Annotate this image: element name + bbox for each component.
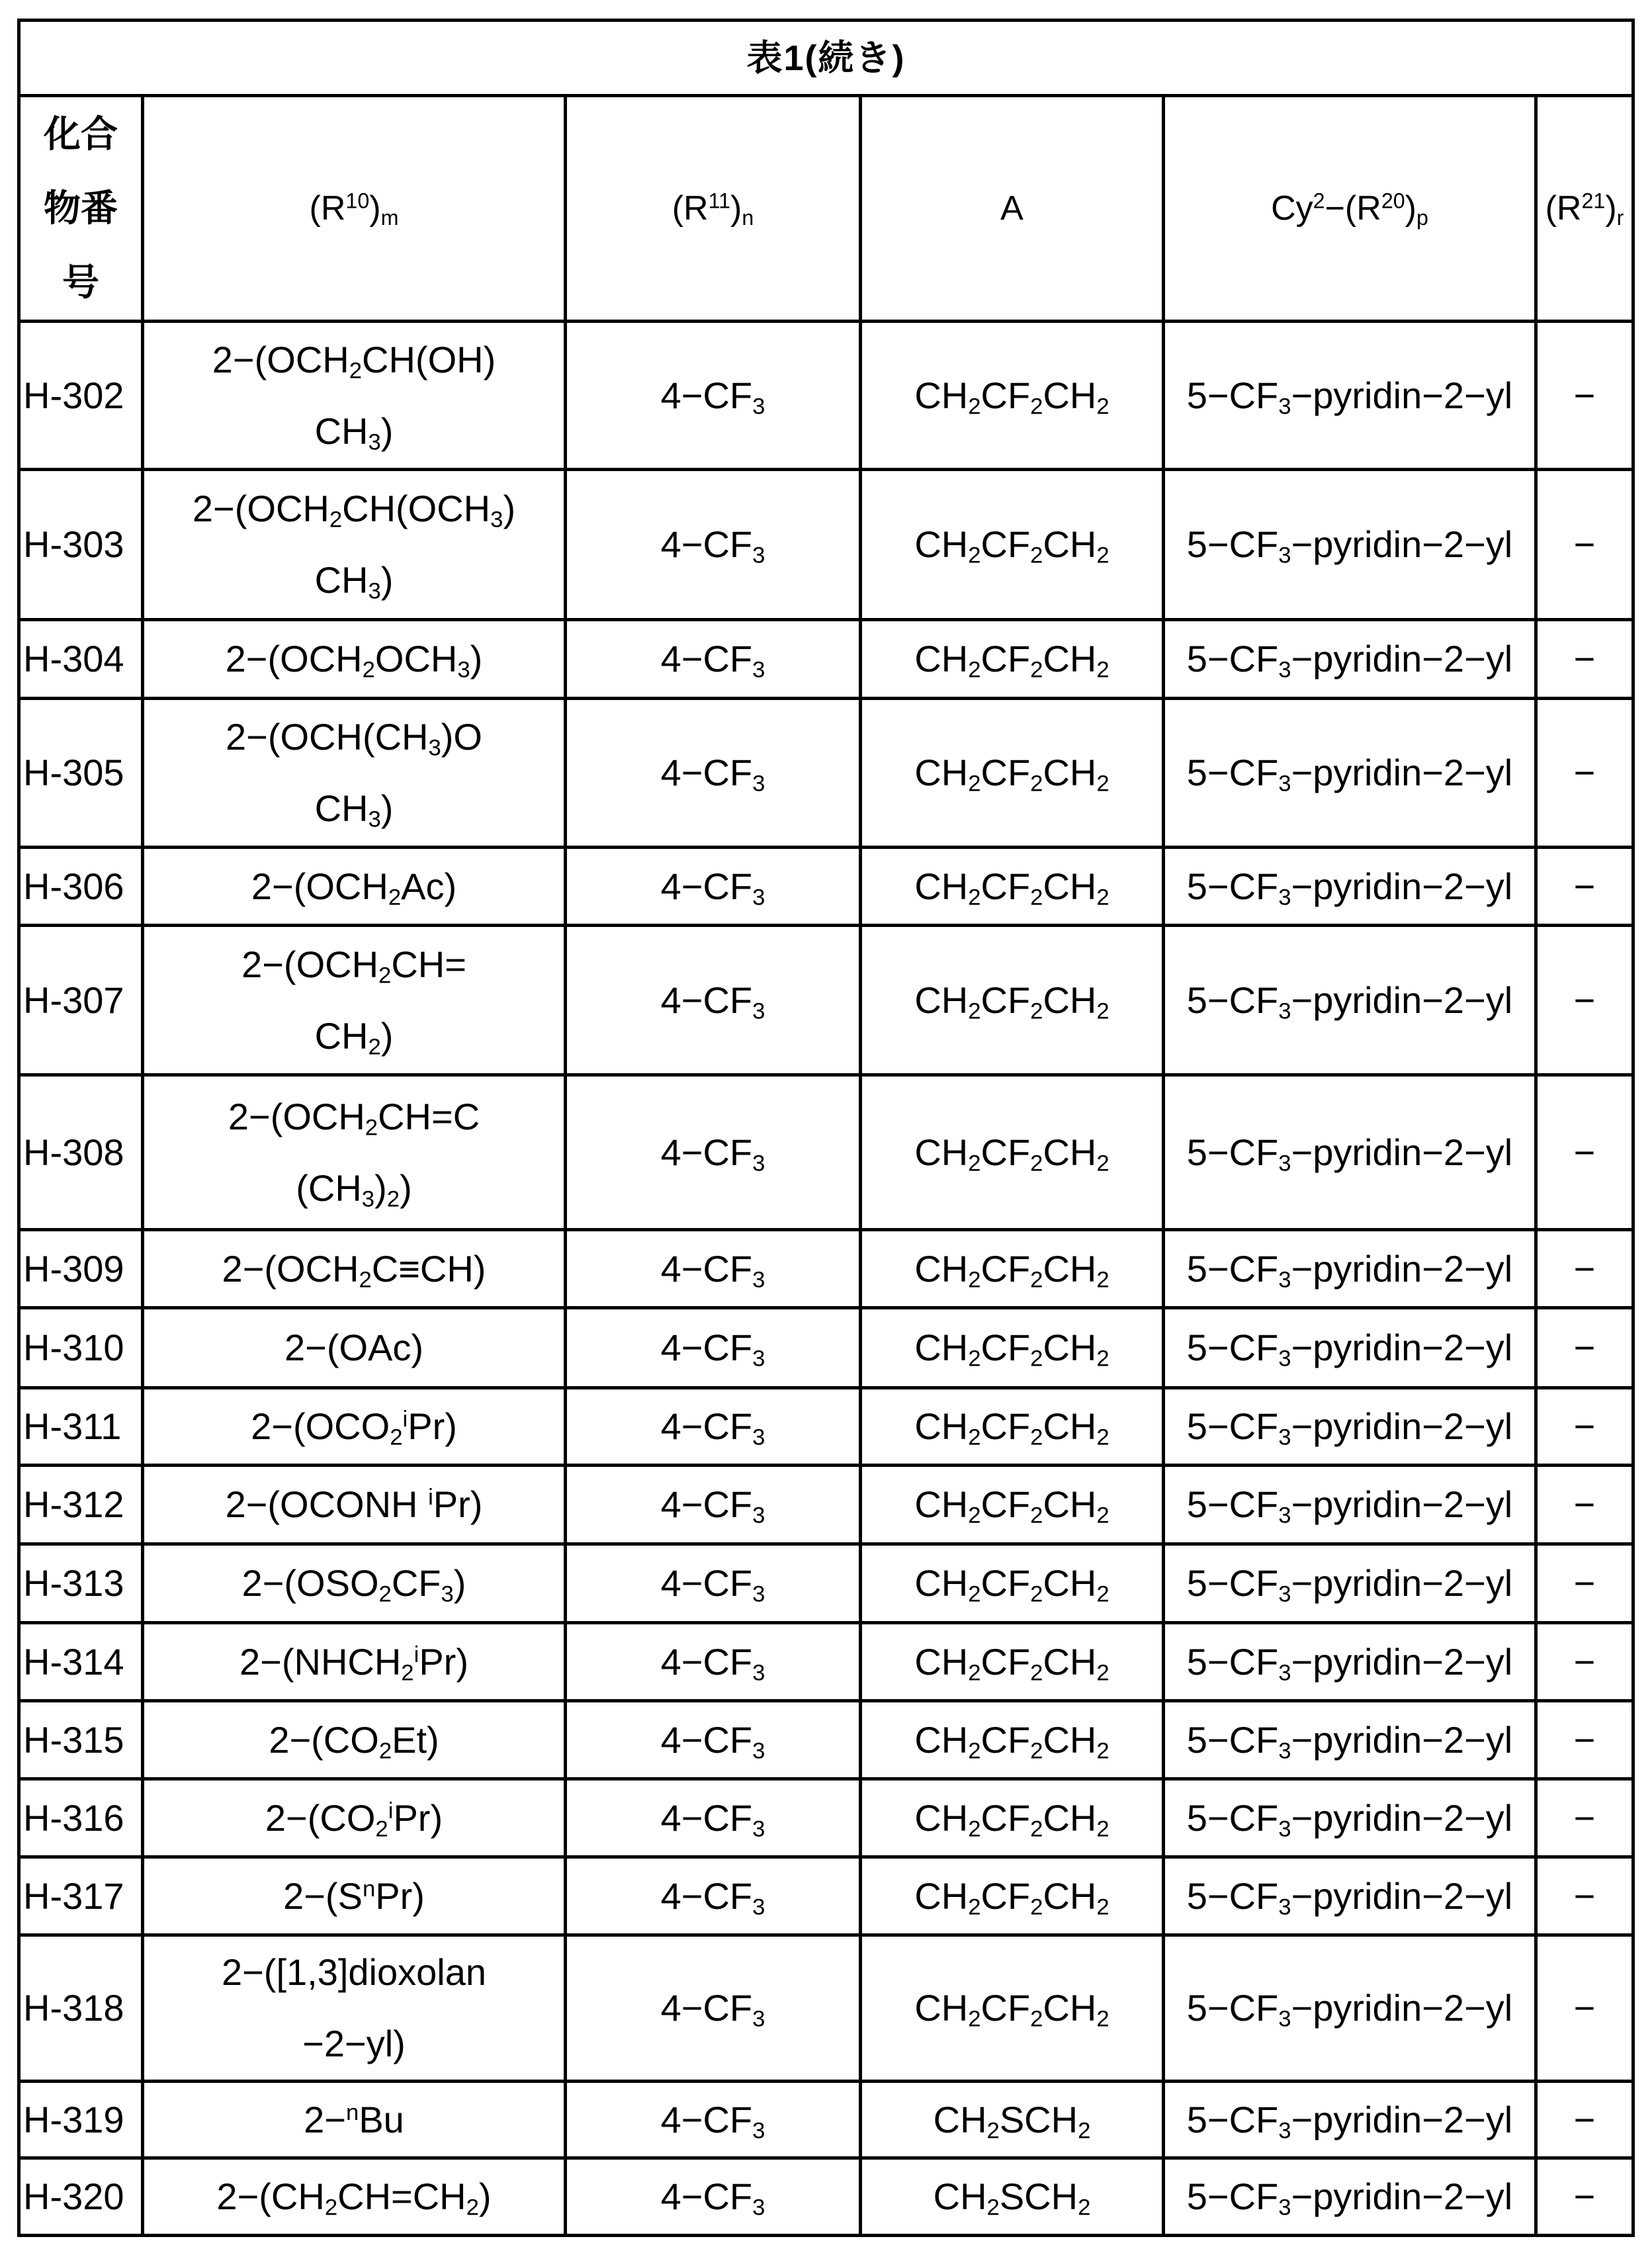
cell-r21: − [1536, 1935, 1633, 2082]
cell-r10 [143, 470, 566, 620]
cell-r11: $4-CF_3$ [566, 848, 861, 926]
cell-r21: − [1536, 1388, 1633, 1466]
cell-r10 [143, 1308, 566, 1388]
cell-r10 [143, 2158, 566, 2236]
cell-r21: − [1536, 1075, 1633, 1230]
table-row [19, 1779, 1633, 1857]
formula-line: $2-(OCH_2C\equiv CH)$ [222, 1247, 486, 1293]
cell-r11: $4-CF_3$ [566, 1779, 861, 1857]
table-row [19, 2082, 1633, 2158]
formula-line: $2-(OCH_2CH(OCH_3)$ [192, 488, 516, 533]
table-row [19, 1623, 1633, 1701]
formula-line: $CH_3$) [314, 410, 394, 455]
cell-r11: $4-CF_3$ [566, 1230, 861, 1308]
cell-r21: − [1536, 1230, 1633, 1308]
cell-r10 [143, 1779, 566, 1857]
cell-r10 [143, 926, 566, 1075]
cell-r21: − [1536, 1308, 1633, 1388]
cell-r21: − [1536, 1779, 1633, 1857]
cell-r21: − [1536, 2082, 1633, 2158]
header-r21: $(R^{21})_r$ [1536, 96, 1633, 322]
compound-id: H-308 [19, 1075, 143, 1230]
title-row [19, 21, 1633, 96]
cell-r11: $4-CF_3$ [566, 1544, 861, 1623]
compound-id: H-307 [19, 926, 143, 1075]
formula-line: $CH_2$) [314, 1014, 394, 1060]
cell-r11: $4-CF_3$ [566, 1075, 861, 1230]
cell-r10 [143, 1388, 566, 1466]
compound-id: H-309 [19, 1230, 143, 1308]
formula-line: 2−([1,3]dioxolan [221, 1951, 487, 1993]
formula-line: −2−yl) [302, 2023, 406, 2064]
table-row [19, 848, 1633, 926]
cell-cy2: $5-CF_3-pyridin-2-yl$ [1164, 926, 1536, 1075]
cell-r11: $4-CF_3$ [566, 470, 861, 620]
formula-line: $2-(OSO_2CF_3)$ [241, 1562, 466, 1607]
formula-line: $2-(OCO_2^iPr)$ [251, 1405, 457, 1450]
cell-r21: − [1536, 470, 1633, 620]
cell-r10 [143, 1230, 566, 1308]
formula-line: $2-(OCH_2OCH_3)$ [225, 638, 483, 683]
cell-cy2: $5-CF_3-pyridin-2-yl$ [1164, 470, 1536, 620]
table-row [19, 926, 1633, 1075]
header-r11: $(R^{11})_n$ [566, 96, 861, 322]
cell-r10 [143, 1701, 566, 1779]
table-row [19, 699, 1633, 848]
table-row [19, 322, 1633, 470]
cell-r10 [143, 620, 566, 699]
cell-a: $CH_2CF_2CH_2$ [861, 1544, 1164, 1623]
compound-id: H-316 [19, 1779, 143, 1857]
cell-r21: − [1536, 2158, 1633, 2236]
cell-a: $CH_2CF_2CH_2$ [861, 1623, 1164, 1701]
table-row [19, 1857, 1633, 1935]
formula-line: $2-(OCH_2CH=C$ [228, 1095, 480, 1141]
cell-cy2: $5-CF_3-pyridin-2-yl$ [1164, 1466, 1536, 1544]
cell-cy2: $5-CF_3-pyridin-2-yl$ [1164, 1388, 1536, 1466]
cell-r21: − [1536, 1857, 1633, 1935]
cell-r10 [143, 1935, 566, 2082]
compound-table [17, 19, 1635, 2237]
cell-a: $CH_2CF_2CH_2$ [861, 848, 1164, 926]
cell-r10 [143, 1544, 566, 1623]
cell-a: $CH_2SCH_2$ [861, 2158, 1164, 2236]
cell-cy2: $5-CF_3-pyridin-2-yl$ [1164, 2082, 1536, 2158]
cell-a: $CH_2CF_2CH_2$ [861, 699, 1164, 848]
cell-r11: $4-CF_3$ [566, 1308, 861, 1388]
cell-a: $CH_2CF_2CH_2$ [861, 322, 1164, 470]
cell-r10 [143, 322, 566, 470]
compound-id: H-303 [19, 470, 143, 620]
compound-id: H-317 [19, 1857, 143, 1935]
cell-a: $CH_2CF_2CH_2$ [861, 1466, 1164, 1544]
formula-line: $2-(OCH(CH_3)O$ [226, 716, 482, 761]
compound-id: H-320 [19, 2158, 143, 2236]
cell-r10 [143, 1466, 566, 1544]
header-r10: $(R^{10})_m$ [143, 96, 566, 322]
cell-a: $CH_2CF_2CH_2$ [861, 470, 1164, 620]
table-row [19, 1544, 1633, 1623]
formula-line: $2-(OCH_2CH(OH)$ [212, 338, 496, 384]
formula-line: $2-(OCH_2Ac)$ [251, 865, 457, 910]
cell-r10 [143, 1075, 566, 1230]
compound-id: H-306 [19, 848, 143, 926]
cell-cy2: $5-CF_3-pyridin-2-yl$ [1164, 1308, 1536, 1388]
formula-line: $2-(CO_2Et)$ [269, 1718, 439, 1764]
formula-line: $2-(CH_2CH=CH_2)$ [216, 2176, 492, 2221]
table-row [19, 620, 1633, 699]
cell-r11: $4-CF_3$ [566, 1388, 861, 1466]
cell-r10 [143, 2082, 566, 2158]
formula-line: $2-(CO_2^iPr)$ [265, 1796, 443, 1842]
cell-r11: $4-CF_3$ [566, 1857, 861, 1935]
header-row [19, 96, 1633, 322]
cell-cy2: $5-CF_3-pyridin-2-yl$ [1164, 848, 1536, 926]
cell-cy2: $5-CF_3-pyridin-2-yl$ [1164, 2158, 1536, 2236]
table-title: 表1(続き) [19, 21, 1633, 96]
cell-r21: − [1536, 322, 1633, 470]
cell-cy2: $5-CF_3-pyridin-2-yl$ [1164, 1544, 1536, 1623]
cell-r21: − [1536, 620, 1633, 699]
header-compound-no: 化合 物番 号 [19, 96, 143, 322]
cell-r21: − [1536, 848, 1633, 926]
cell-cy2: $5-CF_3-pyridin-2-yl$ [1164, 699, 1536, 848]
cell-cy2: $5-CF_3-pyridin-2-yl$ [1164, 1623, 1536, 1701]
formula-line: 2−(OAc) [284, 1327, 424, 1368]
table-row [19, 1701, 1633, 1779]
cell-r21: − [1536, 926, 1633, 1075]
table-row [19, 1075, 1633, 1230]
table-row [19, 1230, 1633, 1308]
compound-id: H-310 [19, 1308, 143, 1388]
formula-line: 2−$^n$Bu [304, 2098, 404, 2140]
cell-r21: − [1536, 1701, 1633, 1779]
cell-a: $CH_2SCH_2$ [861, 2082, 1164, 2158]
formula-line: $2-(S^nPr)$ [283, 1874, 425, 1917]
cell-cy2: $5-CF_3-pyridin-2-yl$ [1164, 1779, 1536, 1857]
formula-line: $CH_3$) [314, 559, 394, 604]
cell-a: $CH_2CF_2CH_2$ [861, 926, 1164, 1075]
cell-cy2: $5-CF_3-pyridin-2-yl$ [1164, 322, 1536, 470]
cell-r21: − [1536, 1623, 1633, 1701]
cell-r11: $4-CF_3$ [566, 926, 861, 1075]
cell-r11: $4-CF_3$ [566, 1466, 861, 1544]
cell-r11: $4-CF_3$ [566, 322, 861, 470]
formula-line: $CH_3$) [314, 787, 394, 832]
cell-r11: $4-CF_3$ [566, 2158, 861, 2236]
cell-r11: $4-CF_3$ [566, 620, 861, 699]
compound-id: H-311 [19, 1388, 143, 1466]
cell-cy2: $5-CF_3-pyridin-2-yl$ [1164, 620, 1536, 699]
cell-r21: − [1536, 699, 1633, 848]
table-row [19, 470, 1633, 620]
cell-r10 [143, 699, 566, 848]
header-cy2: $Cy^2-(R^{20})_p$ [1164, 96, 1536, 322]
cell-a: $CH_2CF_2CH_2$ [861, 1935, 1164, 2082]
cell-a: $CH_2CF_2CH_2$ [861, 1779, 1164, 1857]
table-row [19, 1388, 1633, 1466]
formula-line: $(CH_3)_2$) [296, 1166, 412, 1212]
cell-cy2: $5-CF_3-pyridin-2-yl$ [1164, 1701, 1536, 1779]
compound-id: H-319 [19, 2082, 143, 2158]
compound-id: H-313 [19, 1544, 143, 1623]
cell-a: $CH_2CF_2CH_2$ [861, 1701, 1164, 1779]
compound-id: H-305 [19, 699, 143, 848]
table-row [19, 1466, 1633, 1544]
compound-id: H-302 [19, 322, 143, 470]
cell-r11: $4-CF_3$ [566, 2082, 861, 2158]
cell-r21: − [1536, 1466, 1633, 1544]
compound-id: H-304 [19, 620, 143, 699]
cell-cy2: $5-CF_3-pyridin-2-yl$ [1164, 1857, 1536, 1935]
header-a: A [861, 96, 1164, 322]
cell-r10 [143, 1623, 566, 1701]
compound-id: H-312 [19, 1466, 143, 1544]
cell-r21: − [1536, 1544, 1633, 1623]
cell-cy2: $5-CF_3-pyridin-2-yl$ [1164, 1075, 1536, 1230]
cell-r10 [143, 1857, 566, 1935]
cell-r11: $4-CF_3$ [566, 1623, 861, 1701]
formula-line: $2-(NHCH_2^iPr)$ [239, 1640, 468, 1686]
cell-a: $CH_2CF_2CH_2$ [861, 1388, 1164, 1466]
cell-cy2: $5-CF_3-pyridin-2-yl$ [1164, 1935, 1536, 2082]
cell-r11: $4-CF_3$ [566, 699, 861, 848]
cell-a: $CH_2CF_2CH_2$ [861, 620, 1164, 699]
compound-id: H-315 [19, 1701, 143, 1779]
cell-r11: $4-CF_3$ [566, 1701, 861, 1779]
cell-a: $CH_2CF_2CH_2$ [861, 1857, 1164, 1935]
cell-cy2: $5-CF_3-pyridin-2-yl$ [1164, 1230, 1536, 1308]
cell-r11: $4-CF_3$ [566, 1935, 861, 2082]
table-row [19, 1935, 1633, 2082]
compound-id: H-318 [19, 1935, 143, 2082]
formula-line: $2-(OCH_2CH=$ [241, 943, 466, 989]
table-row [19, 2158, 1633, 2236]
cell-a: $CH_2CF_2CH_2$ [861, 1308, 1164, 1388]
cell-a: $CH_2CF_2CH_2$ [861, 1075, 1164, 1230]
formula-line: 2−(OCONH $^i$Pr) [225, 1483, 483, 1525]
table-row [19, 1308, 1633, 1388]
cell-a: $CH_2CF_2CH_2$ [861, 1230, 1164, 1308]
cell-r10 [143, 848, 566, 926]
compound-id: H-314 [19, 1623, 143, 1701]
